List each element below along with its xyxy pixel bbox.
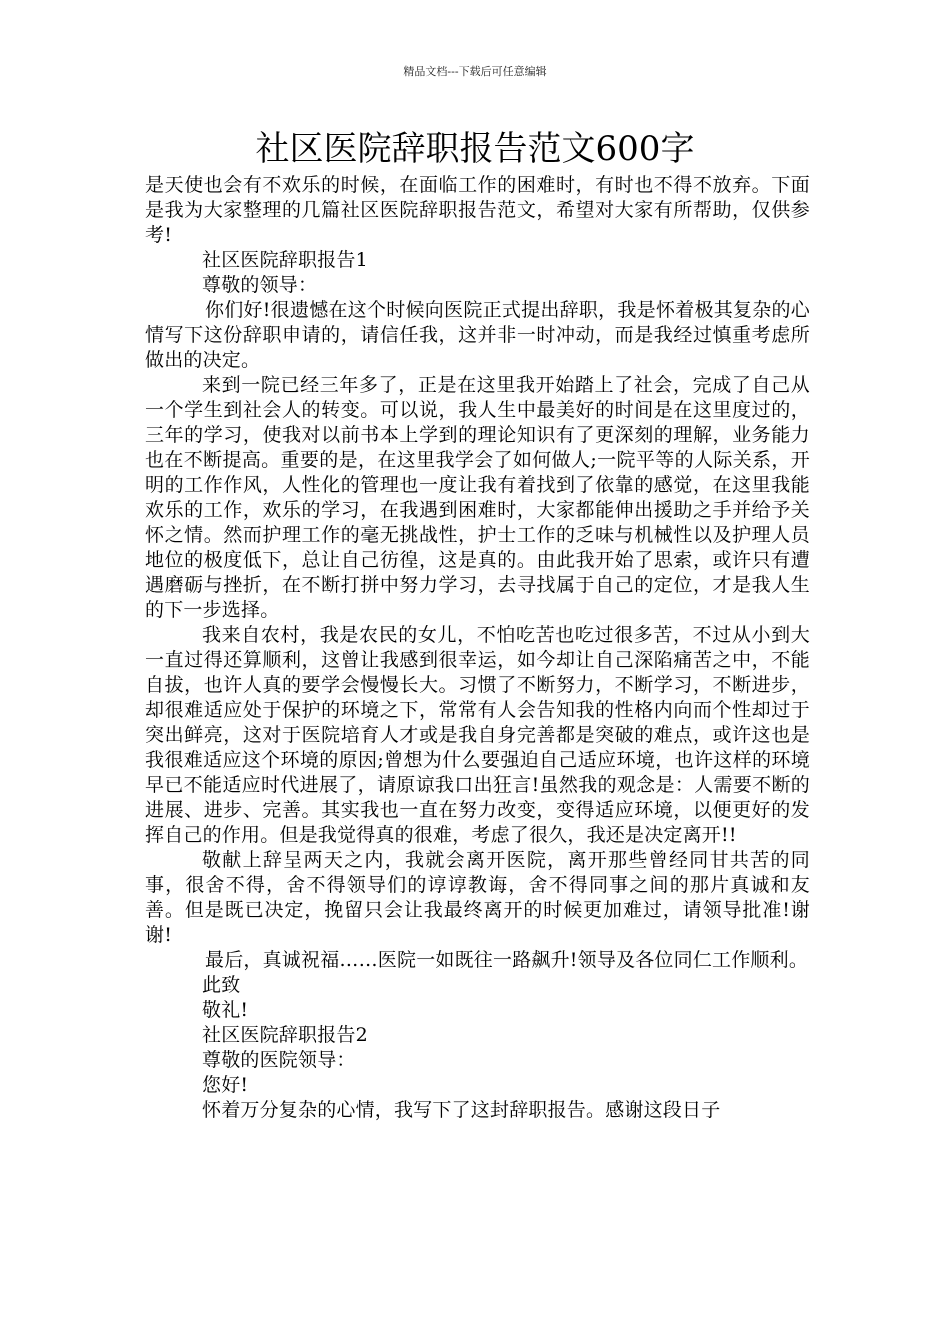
document-title: 社区医院辞职报告范文600字 bbox=[255, 129, 695, 169]
body-paragraph: 来到一院已经三年多了，正是在这里我开始踏上了社会，完成了自己从一个学生到社会人的转变。可以说，我人生中最美好的时间是在这里度过的，三年的学习，使我对以前书本上学到的理论知识有了更深刻的理解，业务能力也在不断提高。重要的是，在这里我学会了如何做人;一院平等的人际关系，开明的工作作风，人性化的管理也一度让我有着找到了依靠的感觉，在这里我能欢乐的工作，欢乐的学习，在我遇到困难时，大家都能伸出援助之手并给予关怀之情。然而护理工作的毫无挑战性，护士工作的乏味与机械性以及护理人员地位的极度低下，总让自己彷徨，这是真的。由此我开始了思索，或许只有遭遇磨砺与挫折，在不断打拼中努力学习，去寻找属于自己的定位，才是我人生的下一步选择。 bbox=[145, 374, 810, 621]
intro-paragraph: 是天使也会有不欢乐的时候，在面临工作的困难时，有时也不得不放弃。下面是我为大家整理的几篇社区医院辞职报告范文，希望对大家有所帮助，仅供参考! bbox=[145, 174, 810, 246]
body-paragraph: 你们好!很遗憾在这个时候向医院正式提出辞职，我是怀着极其复杂的心情写下这份辞职申请的，请信任我，这并非一时冲动，而是我经过慎重考虑所做出的决定。 bbox=[145, 299, 810, 371]
body-paragraph: 怀着万分复杂的心情，我写下了这封辞职报告。感谢这段日子 bbox=[202, 1099, 721, 1121]
closing-paragraph: 最后，真诚祝福……医院一如既往一路飙升!领导及各位同仁工作顺利。 bbox=[205, 949, 809, 971]
body-paragraph: 敬献上辞呈两天之内，我就会离开医院，离开那些曾经同甘共苦的同事，很舍不得，舍不得领导们的谆谆教诲，舍不得同事之间的那片真诚和友善。但是既已决定，挽留只会让我最终离开的时候更加难过，请领导批准!谢谢! bbox=[145, 849, 810, 946]
closing-line: 此致 bbox=[202, 974, 241, 996]
section-heading-report-2: 社区医院辞职报告2 bbox=[202, 1024, 368, 1046]
section-heading-report-1: 社区医院辞职报告1 bbox=[202, 249, 368, 271]
salutation: 尊敬的医院领导： bbox=[202, 1049, 356, 1071]
body-paragraph: 我来自农村，我是农民的女儿，不怕吃苦也吃过很多苦，不过从小到大一直过得还算顺利，这曾让我感到很幸运，如今却让自己深陷痛苦之中，不能自拔，也许人真的要学会慢慢长大。习惯了不断努力，不断学习，不断进步，却很难适应处于保护的环境之下，常常有人会告知我的性格内向而个性却过于突出鲜亮，这对于医院培育人才或是我自身完善都是突破的难点，或许这也是我很难适应这个环境的原因;曾想为什么要强迫自己适应环境，也许这样的环境早已不能适应时代进展了，请原谅我口出狂言!虽然我的观念是：人需要不断的进展、进步、完善。其实我也一直在努力改变，变得适应环境，以便更好的发挥自己的作用。但是我觉得真的很难，考虑了很久，我还是决定离开!! bbox=[145, 624, 810, 846]
closing-line: 敬礼! bbox=[202, 999, 249, 1021]
salutation: 尊敬的领导： bbox=[202, 274, 318, 296]
document-body bbox=[145, 173, 810, 1123]
header-note: 精品文档---下载后可任意编辑 bbox=[403, 65, 547, 78]
greeting: 您好! bbox=[202, 1074, 249, 1096]
